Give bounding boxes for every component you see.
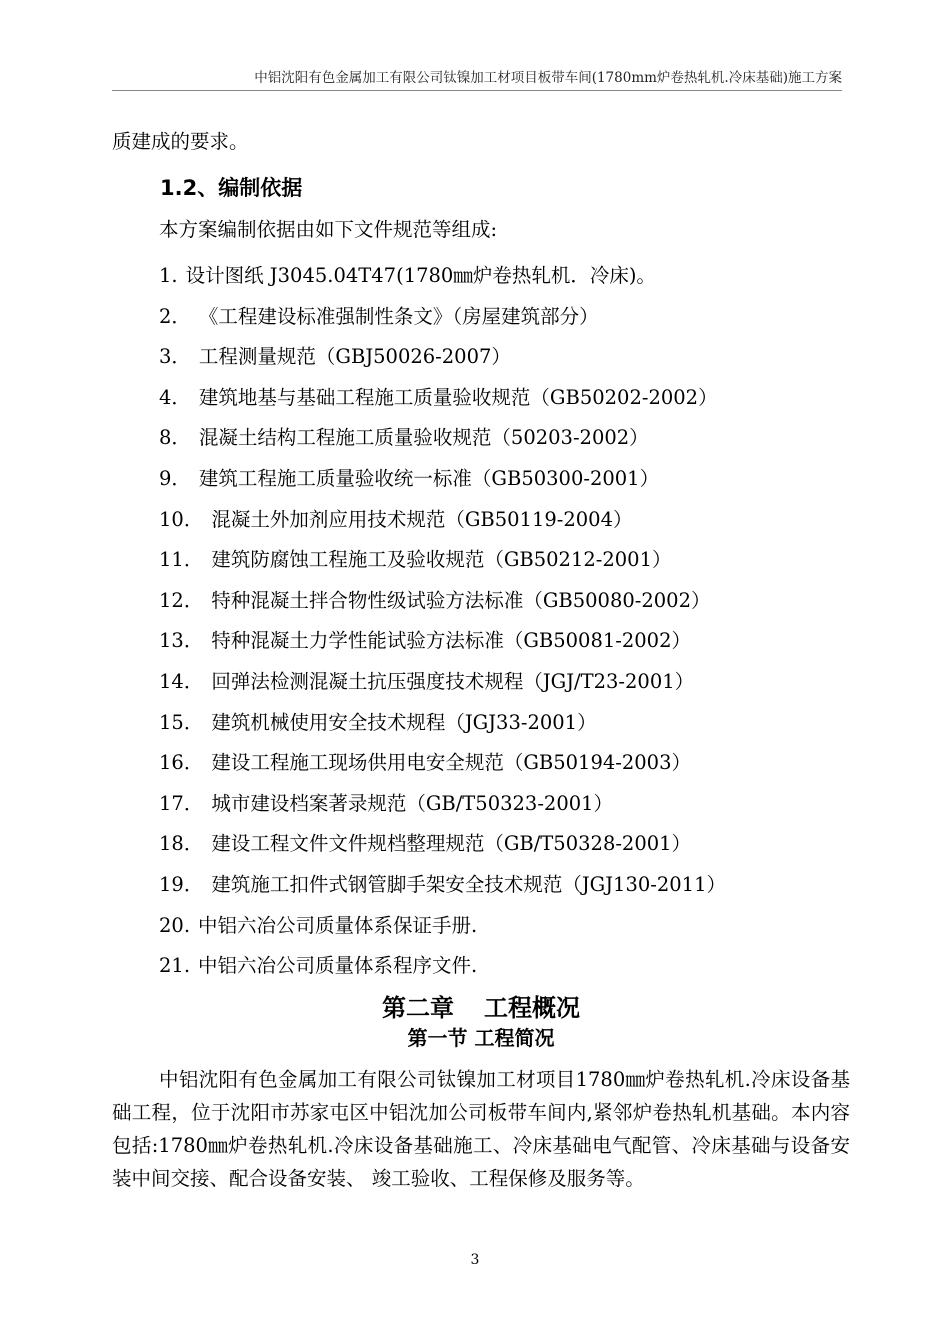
list-item-number: 1. xyxy=(159,264,178,287)
list-item-number: 10． xyxy=(159,507,204,531)
list-item-text: 建筑工程施工质量验收统一标准（GB50300-2001） xyxy=(198,466,660,490)
section-heading: 第一节 工程简况 xyxy=(407,1025,555,1050)
list-item-text: 回弹法检测混凝土抗压强度技术规程（JGJ/T23-2001） xyxy=(211,669,695,693)
list-item-text: 建设工程施工现场供用电安全规范（GB50194-2003） xyxy=(211,751,691,775)
list-item-text: 中铝六冶公司质量体系保证手册. xyxy=(198,913,478,937)
list-item-number: 3． xyxy=(159,345,191,369)
list-item-text: 建筑地基与基础工程施工质量验收规范（GB50202-2002） xyxy=(198,385,718,409)
reference-list xyxy=(112,256,850,987)
list-item-text: 混凝土外加剂应用技术规范（GB50119-2004） xyxy=(211,507,633,531)
list-item-number: 20. xyxy=(159,913,191,937)
list-item xyxy=(159,378,850,419)
chapter-heading xyxy=(112,993,850,1023)
chapter-label: 第二章 xyxy=(382,993,454,1022)
list-item-number: 12． xyxy=(159,588,204,612)
list-item-number: 11． xyxy=(159,548,204,572)
list-item-text: 建筑机械使用安全技术规程（JGJ33-2001） xyxy=(211,710,597,734)
list-item xyxy=(159,865,850,906)
list-item xyxy=(159,337,850,378)
list-item xyxy=(159,297,850,338)
list-item-text: 特种混凝土力学性能试验方法标准（GB50081-2002） xyxy=(211,629,691,653)
list-item-number: 18． xyxy=(159,832,204,856)
list-item-text: 城市建设档案著录规范（GB/T50323-2001） xyxy=(211,791,614,815)
list-item-number: 8． xyxy=(159,426,191,450)
list-item-text: 特种混凝土拌合物性级试验方法标准（GB50080-2002） xyxy=(211,588,711,612)
list-item-text: 工程测量规范（GBJ50026-2007） xyxy=(198,345,511,369)
list-item-text: 中铝六冶公司质量体系程序文件. xyxy=(198,954,478,978)
list-item-text: 设计图纸 J3045.04T47(1780㎜炉卷热轧机．冷床)。 xyxy=(185,264,656,287)
list-item xyxy=(159,784,850,825)
continuation-text: 质建成的要求。 xyxy=(112,130,249,153)
list-item xyxy=(159,703,850,744)
list-item-text: 混凝土结构工程施工质量验收规范（50203-2002） xyxy=(198,426,649,450)
list-item-number: 19． xyxy=(159,872,204,896)
chapter-title: 工程概况 xyxy=(484,993,580,1022)
list-item-text: 建设工程文件文件规档整理规范（GB/T50328-2001） xyxy=(211,832,692,856)
list-item-number: 9． xyxy=(159,466,191,490)
list-item xyxy=(159,540,850,581)
list-item xyxy=(159,500,850,541)
list-item-number: 16． xyxy=(159,751,204,775)
list-item xyxy=(159,621,850,662)
list-item xyxy=(159,459,850,500)
list-item-number: 15． xyxy=(159,710,204,734)
list-item xyxy=(159,256,850,297)
list-item-number: 21. xyxy=(159,954,191,978)
list-item-number: 14． xyxy=(159,669,204,693)
list-item xyxy=(159,418,850,459)
list-item-text: 《工程建设标准强制性条文》（房屋建筑部分） xyxy=(198,304,599,328)
running-header: 中铝沈阳有色金属加工有限公司钛镍加工材项目板带车间(1780mm炉卷热轧机.冷床基础)施工方案 xyxy=(112,66,842,91)
document-body xyxy=(112,126,850,1195)
list-item-number: 4． xyxy=(159,385,191,409)
list-item xyxy=(159,662,850,703)
section-heading-1-2: 1.2、编制依据 xyxy=(160,176,303,200)
list-item xyxy=(159,946,850,987)
list-item xyxy=(159,906,850,947)
list-item xyxy=(159,581,850,622)
list-item-text: 建筑防腐蚀工程施工及验收规范（GB50212-2001） xyxy=(211,548,672,572)
list-item-text: 建筑施工扣件式钢管脚手架安全技术规范（JGJ130-2011） xyxy=(211,872,726,896)
list-item xyxy=(159,743,850,784)
list-item xyxy=(159,824,850,865)
section-intro: 本方案编制依据由如下文件规范等组成: xyxy=(159,218,498,241)
page-number: 3 xyxy=(470,1252,480,1268)
list-item-number: 17． xyxy=(159,791,204,815)
list-item-number: 13． xyxy=(159,629,204,653)
list-item-number: 2． xyxy=(159,304,191,328)
project-overview-paragraph: 中铝沈阳有色金属加工有限公司钛镍加工材项目1780㎜炉卷热轧机.冷床设备基础工程，位于沈阳市苏家屯区中铝沈加公司板带车间内,紧邻炉卷热轧机基础。本内容包括:1780㎜炉卷热轧机.冷床设备基础施工、冷床基础电气配管、冷床基础与设备安装中间交接、配合设备安装、 竣工验收、工程保修及服务等。 xyxy=(112,1067,850,1190)
